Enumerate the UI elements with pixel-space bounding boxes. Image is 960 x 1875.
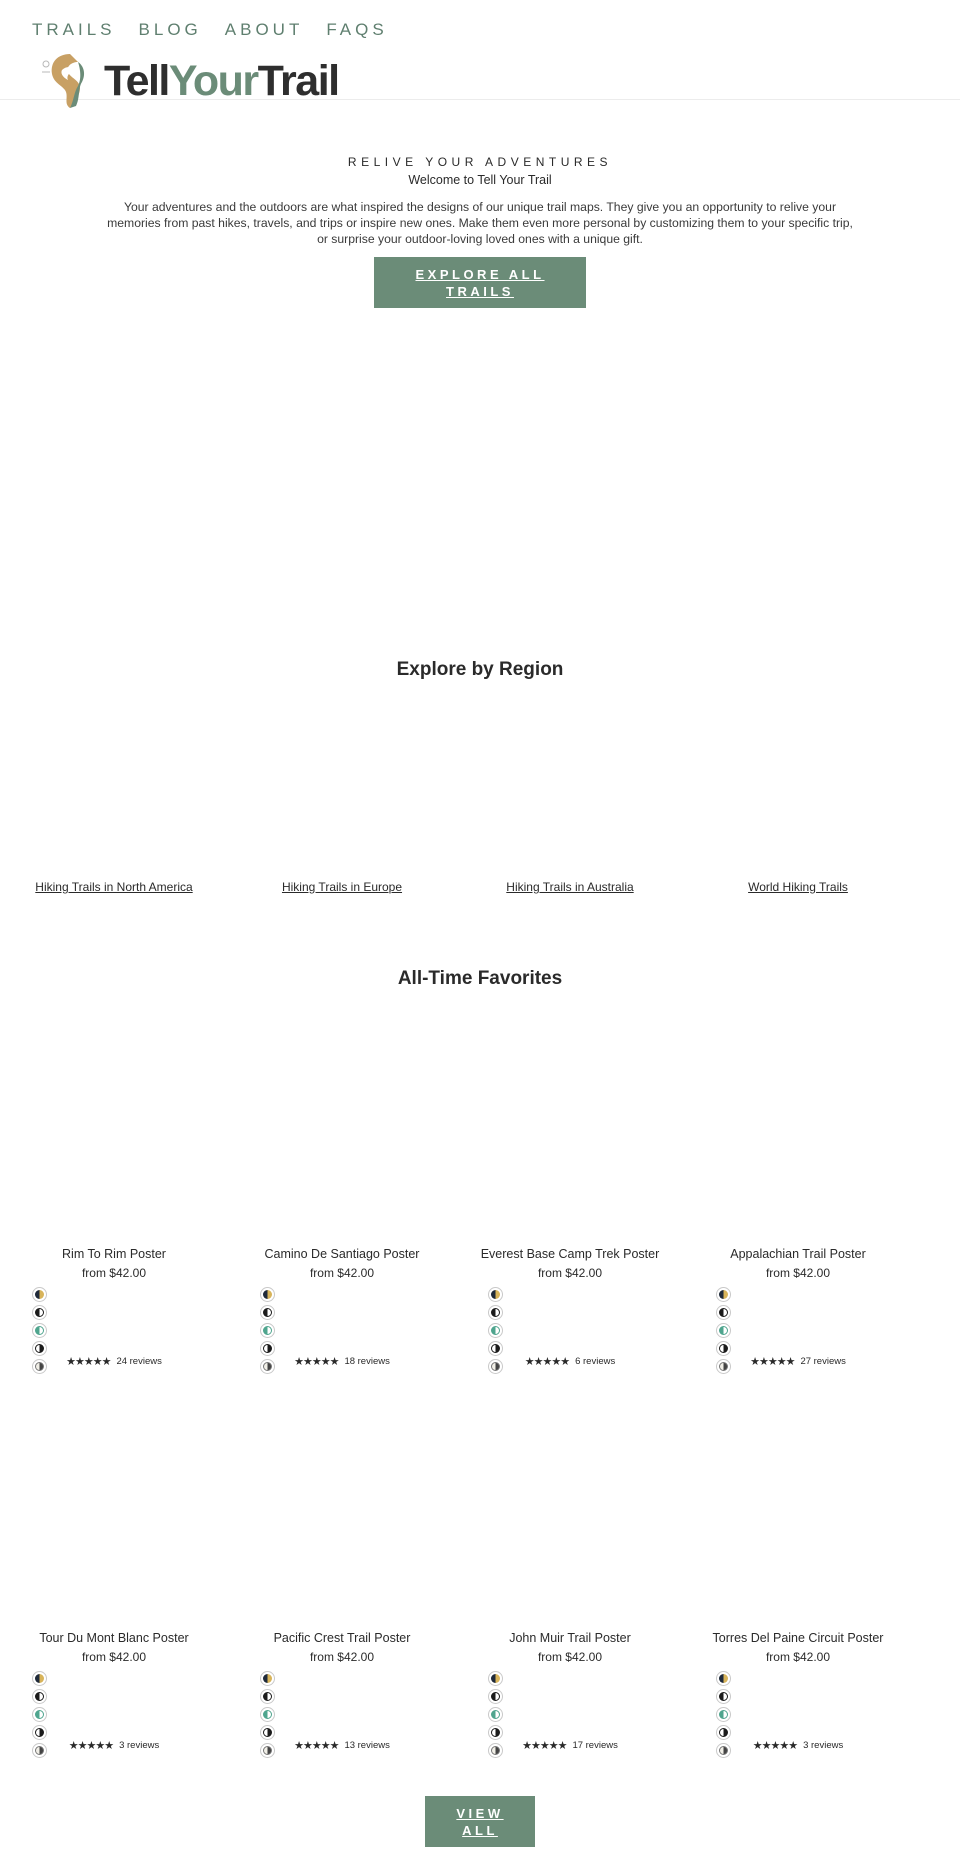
regions-title: Explore by Region	[396, 659, 564, 680]
swatch-teal[interactable]	[716, 1323, 731, 1338]
product-card[interactable]	[0, 1247, 228, 1397]
hero-subtitle: Welcome to Tell Your Trail	[408, 173, 552, 187]
swatch-black[interactable]	[32, 1689, 47, 1704]
review-count[interactable]: 3 reviews	[803, 1740, 844, 1751]
swatch-white[interactable]	[32, 1341, 47, 1356]
review-count[interactable]: 27 reviews	[800, 1356, 846, 1367]
swatch-black[interactable]	[488, 1305, 503, 1320]
star-rating-icon: ★★★★★	[524, 1356, 570, 1368]
swatch-teal[interactable]	[32, 1323, 47, 1338]
logo-mark-icon	[40, 52, 102, 110]
product-title[interactable]: Torres Del Paine Circuit Poster	[712, 1631, 884, 1645]
star-rating-icon: ★★★★★	[294, 1356, 339, 1368]
star-rating-icon: ★★★★★	[522, 1740, 567, 1752]
product-title[interactable]: Tour Du Mont Blanc Poster	[39, 1631, 189, 1645]
review-count[interactable]: 24 reviews	[116, 1356, 162, 1367]
swatch-teal[interactable]	[488, 1323, 503, 1338]
region-world[interactable]: World Hiking Trails	[748, 880, 848, 894]
product-card[interactable]	[684, 1631, 912, 1781]
product-row-1	[0, 1247, 960, 1397]
swatch-navy[interactable]	[32, 1287, 47, 1302]
review-count[interactable]: 6 reviews	[575, 1356, 616, 1367]
swatch-teal[interactable]	[32, 1707, 47, 1722]
swatch-teal[interactable]	[488, 1707, 503, 1722]
product-rating	[228, 1355, 456, 1368]
review-count[interactable]: 13 reviews	[344, 1740, 390, 1751]
product-price: from $42.00	[765, 1266, 831, 1280]
star-rating-icon: ★★★★★	[68, 1740, 114, 1752]
product-rating	[0, 1739, 228, 1752]
product-price: from $42.00	[81, 1266, 147, 1280]
product-rating	[228, 1739, 456, 1752]
star-rating-icon: ★★★★★	[66, 1356, 111, 1368]
product-title[interactable]: Rim To Rim Poster	[62, 1247, 166, 1261]
swatch-white[interactable]	[716, 1341, 731, 1356]
product-price: from $42.00	[309, 1266, 375, 1280]
logo-wordmark: TellYourTrail	[104, 56, 339, 105]
swatch-black[interactable]	[716, 1305, 731, 1320]
product-row-2	[0, 1631, 960, 1781]
region-list	[0, 880, 960, 894]
swatch-black[interactable]	[32, 1305, 47, 1320]
product-price: from $42.00	[537, 1650, 603, 1664]
nav-about[interactable]: ABOUT	[224, 20, 304, 39]
favorites-title: All-Time Favorites	[397, 968, 563, 989]
view-all-button[interactable]: VIEW ALL	[425, 1796, 535, 1847]
product-price: from $42.00	[309, 1650, 375, 1664]
swatch-black[interactable]	[260, 1689, 275, 1704]
swatch-white[interactable]	[32, 1725, 47, 1740]
swatch-white[interactable]	[716, 1725, 731, 1740]
swatch-teal[interactable]	[716, 1707, 731, 1722]
swatch-teal[interactable]	[260, 1323, 275, 1338]
swatch-white[interactable]	[260, 1725, 275, 1740]
site-header	[0, 0, 960, 105]
product-card[interactable]	[0, 1631, 228, 1781]
product-rating	[456, 1739, 684, 1752]
hero-description: Your adventures and the outdoors are what inspired the designs of our unique trail maps. They give you an opportunity to relive your memories from past hikes, travels, and trips or inspire new ones. Make them even more personal by customizing them to your specific trip, or surprise your outdoor-loving loved ones with a unique gift.	[107, 200, 853, 246]
region-europe[interactable]: Hiking Trails in Europe	[281, 880, 403, 894]
swatch-navy[interactable]	[260, 1287, 275, 1302]
hero-section	[0, 155, 960, 308]
region-australia[interactable]: Hiking Trails in Australia	[506, 880, 634, 894]
product-card[interactable]	[228, 1631, 456, 1781]
nav-trails[interactable]: TRAILS	[32, 20, 116, 39]
swatch-teal[interactable]	[260, 1707, 275, 1722]
product-rating	[0, 1355, 228, 1368]
swatch-navy[interactable]	[716, 1287, 731, 1302]
star-rating-icon: ★★★★★	[750, 1356, 795, 1368]
hero-kicker: RELIVE YOUR ADVENTURES	[347, 155, 613, 169]
swatch-white[interactable]	[488, 1341, 503, 1356]
product-card[interactable]	[228, 1247, 456, 1397]
swatch-white[interactable]	[488, 1725, 503, 1740]
product-rating	[456, 1355, 684, 1368]
nav-blog[interactable]: BLOG	[138, 20, 202, 39]
swatch-navy[interactable]	[32, 1671, 47, 1686]
review-count[interactable]: 3 reviews	[119, 1740, 160, 1751]
product-title[interactable]: Camino De Santiago Poster	[264, 1247, 420, 1261]
swatch-black[interactable]	[488, 1689, 503, 1704]
product-title[interactable]: John Muir Trail Poster	[509, 1631, 631, 1645]
main-nav	[32, 20, 388, 40]
review-count[interactable]: 18 reviews	[344, 1356, 390, 1367]
swatch-white[interactable]	[260, 1341, 275, 1356]
product-price: from $42.00	[537, 1266, 603, 1280]
swatch-black[interactable]	[260, 1305, 275, 1320]
star-rating-icon: ★★★★★	[752, 1740, 798, 1752]
product-title[interactable]: Everest Base Camp Trek Poster	[480, 1247, 660, 1261]
region-north-america[interactable]: Hiking Trails in North America	[35, 880, 193, 894]
product-rating	[684, 1355, 912, 1368]
product-title[interactable]: Appalachian Trail Poster	[730, 1247, 866, 1261]
product-card[interactable]	[456, 1247, 684, 1397]
product-title[interactable]: Pacific Crest Trail Poster	[273, 1631, 411, 1645]
star-rating-icon: ★★★★★	[294, 1740, 339, 1752]
site-logo[interactable]	[40, 52, 339, 110]
product-price: from $42.00	[81, 1650, 147, 1664]
product-rating	[684, 1739, 912, 1752]
product-price: from $42.00	[765, 1650, 831, 1664]
nav-faqs[interactable]: FAQS	[326, 20, 388, 39]
swatch-navy[interactable]	[260, 1671, 275, 1686]
swatch-black[interactable]	[716, 1689, 731, 1704]
swatch-navy[interactable]	[488, 1287, 503, 1302]
product-card[interactable]	[684, 1247, 912, 1397]
review-count[interactable]: 17 reviews	[572, 1740, 618, 1751]
explore-all-trails-button[interactable]: EXPLORE ALL TRAILS	[374, 257, 586, 308]
swatch-navy[interactable]	[488, 1671, 503, 1686]
swatch-navy[interactable]	[716, 1671, 731, 1686]
product-card[interactable]	[456, 1631, 684, 1781]
